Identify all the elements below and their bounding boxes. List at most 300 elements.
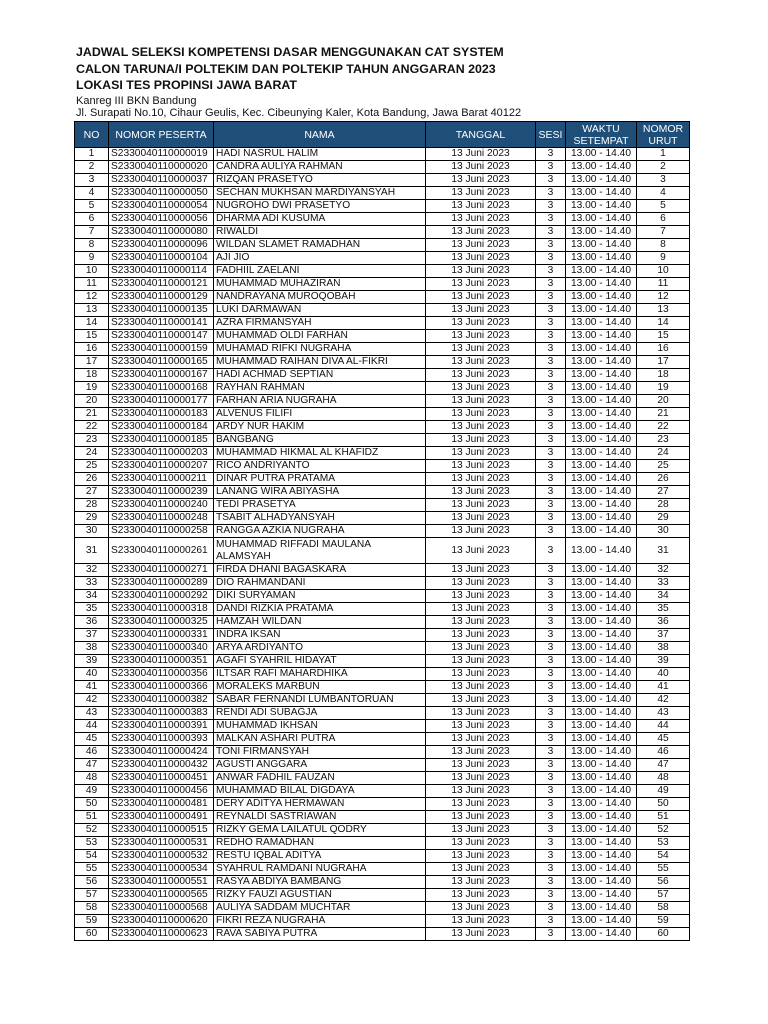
cell-no: 10 [75,265,109,278]
cell-nama: MUHAMMAD HIKMAL AL KHAFIDZ [214,447,426,460]
cell-nama: RIZKY FAUZI AGUSTIAN [214,889,426,902]
cell-waktu: 13.00 - 14.40 [566,473,637,486]
table-row [75,382,690,395]
table-row [75,616,690,629]
cell-tanggal: 13 Juni 2023 [426,863,536,876]
cell-tanggal: 13 Juni 2023 [426,239,536,252]
cell-no: 40 [75,668,109,681]
cell-sesi: 3 [536,681,566,694]
cell-nama: REDHO RAMADHAN [214,837,426,850]
cell-nomor-peserta: S2330040110000177 [109,395,214,408]
cell-tanggal: 13 Juni 2023 [426,746,536,759]
cell-nomor-urut: 58 [637,902,690,915]
table-row [75,759,690,772]
cell-no: 57 [75,889,109,902]
table-header [75,122,690,148]
cell-sesi: 3 [536,590,566,603]
cell-tanggal: 13 Juni 2023 [426,343,536,356]
table-header-row [75,122,690,148]
table-row [75,577,690,590]
cell-sesi: 3 [536,902,566,915]
cell-no: 45 [75,733,109,746]
cell-waktu: 13.00 - 14.40 [566,889,637,902]
cell-nama: MUHAMAD RIFKI NUGRAHA [214,343,426,356]
cell-nomor-urut: 50 [637,798,690,811]
cell-waktu: 13.00 - 14.40 [566,876,637,889]
office-address: Jl. Surapati No.10, Cihaur Geulis, Kec. Cibeunying Kaler, Kota Bandung, Jawa Barat 40122 [76,107,522,119]
cell-nama: RENDI ADI SUBAGJA [214,707,426,720]
cell-nama: RIZKY GEMA LAILATUL QODRY [214,824,426,837]
cell-no: 38 [75,642,109,655]
cell-no: 8 [75,239,109,252]
cell-nomor-peserta: S2330040110000532 [109,850,214,863]
cell-nomor-urut: 5 [637,200,690,213]
cell-nomor-urut: 1 [637,148,690,161]
table-row [75,863,690,876]
cell-nomor-urut: 40 [637,668,690,681]
table-row [75,837,690,850]
cell-nama: FADHIIL ZAELANI [214,265,426,278]
cell-nama: DHARMA ADI KUSUMA [214,213,426,226]
cell-sesi: 3 [536,785,566,798]
cell-nomor-urut: 14 [637,317,690,330]
cell-nama: ILTSAR RAFI MAHARDHIKA [214,668,426,681]
cell-nomor-peserta: S2330040110000207 [109,460,214,473]
cell-sesi: 3 [536,616,566,629]
table-row [75,889,690,902]
cell-no: 26 [75,473,109,486]
document-header [76,44,696,120]
cell-sesi: 3 [536,720,566,733]
cell-tanggal: 13 Juni 2023 [426,785,536,798]
cell-nomor-urut: 9 [637,252,690,265]
cell-nama: SABAR FERNANDI LUMBANTORUAN [214,694,426,707]
cell-waktu: 13.00 - 14.40 [566,655,637,668]
cell-no: 28 [75,499,109,512]
cell-waktu: 13.00 - 14.40 [566,668,637,681]
cell-nomor-urut: 7 [637,226,690,239]
cell-nama: MUHAMMAD MUHAZIRAN [214,278,426,291]
cell-tanggal: 13 Juni 2023 [426,876,536,889]
cell-tanggal: 13 Juni 2023 [426,291,536,304]
cell-nama: MUHAMMAD RIFFADI MAULANA ALAMSYAH [214,538,426,564]
cell-tanggal: 13 Juni 2023 [426,798,536,811]
cell-nama: WILDAN SLAMET RAMADHAN [214,239,426,252]
cell-nama: MORALEKS MARBUN [214,681,426,694]
cell-tanggal: 13 Juni 2023 [426,278,536,291]
cell-tanggal: 13 Juni 2023 [426,733,536,746]
cell-sesi: 3 [536,187,566,200]
cell-waktu: 13.00 - 14.40 [566,252,637,265]
table-row [75,408,690,421]
cell-no: 46 [75,746,109,759]
cell-waktu: 13.00 - 14.40 [566,187,637,200]
cell-waktu: 13.00 - 14.40 [566,720,637,733]
cell-nama: AGAFI SYAHRIL HIDAYAT [214,655,426,668]
office-name: Kanreg III BKN Bandung [76,94,197,107]
cell-no: 44 [75,720,109,733]
table-row [75,915,690,928]
cell-nomor-urut: 29 [637,512,690,525]
cell-waktu: 13.00 - 14.40 [566,213,637,226]
table-row [75,473,690,486]
cell-sesi: 3 [536,811,566,824]
cell-no: 55 [75,863,109,876]
cell-sesi: 3 [536,161,566,174]
table-row [75,330,690,343]
cell-sesi: 3 [536,460,566,473]
cell-nomor-urut: 39 [637,655,690,668]
cell-nama: TEDI PRASETYA [214,499,426,512]
cell-nomor-peserta: S2330040110000080 [109,226,214,239]
cell-nomor-urut: 16 [637,343,690,356]
cell-nomor-urut: 23 [637,434,690,447]
cell-no: 50 [75,798,109,811]
cell-nomor-peserta: S2330040110000366 [109,681,214,694]
table-row [75,538,690,564]
cell-nomor-peserta: S2330040110000167 [109,369,214,382]
cell-nama: TSABIT ALHADYANSYAH [214,512,426,525]
cell-sesi: 3 [536,694,566,707]
cell-nomor-peserta: S2330040110000325 [109,616,214,629]
cell-nomor-peserta: S2330040110000159 [109,343,214,356]
cell-nomor-urut: 52 [637,824,690,837]
cell-nomor-peserta: S2330040110000020 [109,161,214,174]
cell-nomor-urut: 49 [637,785,690,798]
table-row [75,265,690,278]
cell-nomor-peserta: S2330040110000037 [109,174,214,187]
table-row [75,421,690,434]
cell-nomor-peserta: S2330040110000114 [109,265,214,278]
cell-nomor-peserta: S2330040110000382 [109,694,214,707]
cell-sesi: 3 [536,629,566,642]
cell-nomor-peserta: S2330040110000383 [109,707,214,720]
column-header-nomor-peserta: NOMOR PESERTA [109,122,214,148]
cell-tanggal: 13 Juni 2023 [426,408,536,421]
cell-nama: DERY ADITYA HERMAWAN [214,798,426,811]
cell-no: 56 [75,876,109,889]
cell-no: 9 [75,252,109,265]
cell-nama: ANWAR FADHIL FAUZAN [214,772,426,785]
cell-no: 21 [75,408,109,421]
cell-nama: RASYA ABDIYA BAMBANG [214,876,426,889]
cell-tanggal: 13 Juni 2023 [426,603,536,616]
document-title-line-2: CALON TARUNA/I POLTEKIM DAN POLTEKIP TAHUN ANGGARAN 2023 [76,61,496,76]
cell-sesi: 3 [536,369,566,382]
cell-nama: RIWALDI [214,226,426,239]
cell-sesi: 3 [536,304,566,317]
cell-waktu: 13.00 - 14.40 [566,382,637,395]
cell-nomor-urut: 59 [637,915,690,928]
cell-waktu: 13.00 - 14.40 [566,161,637,174]
cell-nomor-peserta: S2330040110000331 [109,629,214,642]
cell-no: 42 [75,694,109,707]
cell-sesi: 3 [536,642,566,655]
cell-nama: ARDY NUR HAKIM [214,421,426,434]
table-row [75,213,690,226]
cell-nomor-urut: 44 [637,720,690,733]
cell-waktu: 13.00 - 14.40 [566,239,637,252]
cell-sesi: 3 [536,668,566,681]
cell-no: 13 [75,304,109,317]
cell-sesi: 3 [536,603,566,616]
cell-nama: MUHAMMAD BILAL DIGDAYA [214,785,426,798]
cell-no: 49 [75,785,109,798]
cell-no: 16 [75,343,109,356]
cell-tanggal: 13 Juni 2023 [426,330,536,343]
table-row [75,876,690,889]
cell-waktu: 13.00 - 14.40 [566,460,637,473]
cell-tanggal: 13 Juni 2023 [426,434,536,447]
cell-nomor-urut: 55 [637,863,690,876]
cell-nomor-peserta: S2330040110000096 [109,239,214,252]
cell-nomor-peserta: S2330040110000135 [109,304,214,317]
cell-nomor-urut: 27 [637,486,690,499]
cell-sesi: 3 [536,512,566,525]
cell-nomor-peserta: S2330040110000147 [109,330,214,343]
cell-nama: RANGGA AZKIA NUGRAHA [214,525,426,538]
cell-tanggal: 13 Juni 2023 [426,473,536,486]
cell-no: 12 [75,291,109,304]
cell-sesi: 3 [536,915,566,928]
cell-tanggal: 13 Juni 2023 [426,759,536,772]
cell-no: 48 [75,772,109,785]
table-row [75,486,690,499]
cell-waktu: 13.00 - 14.40 [566,421,637,434]
table-row [75,161,690,174]
cell-sesi: 3 [536,759,566,772]
cell-nama: RIZQAN PRASETYO [214,174,426,187]
cell-tanggal: 13 Juni 2023 [426,265,536,278]
cell-nomor-urut: 10 [637,265,690,278]
cell-sesi: 3 [536,707,566,720]
cell-nomor-peserta: S2330040110000050 [109,187,214,200]
table-row [75,343,690,356]
cell-sesi: 3 [536,850,566,863]
cell-nomor-urut: 24 [637,447,690,460]
cell-sesi: 3 [536,395,566,408]
cell-nomor-peserta: S2330040110000424 [109,746,214,759]
cell-nomor-peserta: S2330040110000248 [109,512,214,525]
table-row [75,447,690,460]
cell-nomor-peserta: S2330040110000104 [109,252,214,265]
cell-waktu: 13.00 - 14.40 [566,291,637,304]
cell-nomor-urut: 32 [637,564,690,577]
cell-nomor-urut: 2 [637,161,690,174]
cell-waktu: 13.00 - 14.40 [566,850,637,863]
cell-nomor-urut: 19 [637,382,690,395]
cell-nomor-urut: 42 [637,694,690,707]
cell-waktu: 13.00 - 14.40 [566,772,637,785]
cell-nama: LUKI DARMAWAN [214,304,426,317]
cell-sesi: 3 [536,538,566,564]
cell-no: 19 [75,382,109,395]
cell-no: 41 [75,681,109,694]
cell-tanggal: 13 Juni 2023 [426,629,536,642]
column-header-tanggal: TANGGAL [426,122,536,148]
cell-nama: DINAR PUTRA PRATAMA [214,473,426,486]
cell-waktu: 13.00 - 14.40 [566,499,637,512]
cell-nomor-urut: 34 [637,590,690,603]
cell-nomor-peserta: S2330040110000481 [109,798,214,811]
cell-nomor-peserta: S2330040110000491 [109,811,214,824]
table-row [75,590,690,603]
cell-nomor-peserta: S2330040110000432 [109,759,214,772]
cell-nomor-urut: 47 [637,759,690,772]
cell-waktu: 13.00 - 14.40 [566,694,637,707]
cell-no: 34 [75,590,109,603]
table-row [75,317,690,330]
cell-nomor-urut: 17 [637,356,690,369]
cell-nomor-urut: 60 [637,928,690,941]
cell-tanggal: 13 Juni 2023 [426,538,536,564]
cell-nomor-peserta: S2330040110000129 [109,291,214,304]
cell-nomor-urut: 3 [637,174,690,187]
cell-tanggal: 13 Juni 2023 [426,850,536,863]
cell-nama: AZRA FIRMANSYAH [214,317,426,330]
cell-waktu: 13.00 - 14.40 [566,811,637,824]
cell-tanggal: 13 Juni 2023 [426,590,536,603]
cell-no: 37 [75,629,109,642]
table-row [75,629,690,642]
cell-nomor-urut: 41 [637,681,690,694]
table-row [75,187,690,200]
cell-tanggal: 13 Juni 2023 [426,486,536,499]
cell-nomor-peserta: S2330040110000141 [109,317,214,330]
cell-nomor-peserta: S2330040110000340 [109,642,214,655]
cell-waktu: 13.00 - 14.40 [566,278,637,291]
cell-tanggal: 13 Juni 2023 [426,447,536,460]
cell-sesi: 3 [536,486,566,499]
table-row [75,200,690,213]
cell-tanggal: 13 Juni 2023 [426,525,536,538]
cell-nama: BANGBANG [214,434,426,447]
cell-waktu: 13.00 - 14.40 [566,785,637,798]
cell-nama: MALKAN ASHARI PUTRA [214,733,426,746]
cell-nomor-peserta: S2330040110000551 [109,876,214,889]
cell-nama: DANDI RIZKIA PRATAMA [214,603,426,616]
cell-nomor-peserta: S2330040110000623 [109,928,214,941]
cell-sesi: 3 [536,876,566,889]
cell-no: 30 [75,525,109,538]
cell-nama: MUHAMMAD OLDI FARHAN [214,330,426,343]
cell-sesi: 3 [536,239,566,252]
cell-waktu: 13.00 - 14.40 [566,330,637,343]
cell-tanggal: 13 Juni 2023 [426,668,536,681]
cell-tanggal: 13 Juni 2023 [426,772,536,785]
cell-sesi: 3 [536,525,566,538]
cell-tanggal: 13 Juni 2023 [426,304,536,317]
column-header-no: NO [75,122,109,148]
cell-tanggal: 13 Juni 2023 [426,694,536,707]
table-row [75,564,690,577]
cell-nomor-urut: 18 [637,369,690,382]
cell-tanggal: 13 Juni 2023 [426,460,536,473]
cell-tanggal: 13 Juni 2023 [426,395,536,408]
cell-nomor-peserta: S2330040110000568 [109,902,214,915]
cell-sesi: 3 [536,278,566,291]
cell-tanggal: 13 Juni 2023 [426,369,536,382]
table-row [75,668,690,681]
cell-nomor-peserta: S2330040110000184 [109,421,214,434]
cell-waktu: 13.00 - 14.40 [566,200,637,213]
cell-no: 24 [75,447,109,460]
cell-waktu: 13.00 - 14.40 [566,538,637,564]
cell-tanggal: 13 Juni 2023 [426,200,536,213]
cell-waktu: 13.00 - 14.40 [566,824,637,837]
cell-nama: NANDRAYANA MUROQOBAH [214,291,426,304]
cell-waktu: 13.00 - 14.40 [566,577,637,590]
column-header-sesi: SESI [536,122,566,148]
cell-nama: AGUSTI ANGGARA [214,759,426,772]
cell-nomor-urut: 26 [637,473,690,486]
table-row [75,811,690,824]
cell-waktu: 13.00 - 14.40 [566,317,637,330]
cell-nomor-urut: 48 [637,772,690,785]
cell-nomor-peserta: S2330040110000289 [109,577,214,590]
cell-no: 6 [75,213,109,226]
cell-nama: RESTU IQBAL ADITYA [214,850,426,863]
cell-waktu: 13.00 - 14.40 [566,564,637,577]
cell-nomor-urut: 20 [637,395,690,408]
cell-sesi: 3 [536,148,566,161]
cell-no: 60 [75,928,109,941]
cell-no: 4 [75,187,109,200]
cell-nomor-urut: 35 [637,603,690,616]
cell-no: 43 [75,707,109,720]
cell-nomor-peserta: S2330040110000203 [109,447,214,460]
cell-waktu: 13.00 - 14.40 [566,629,637,642]
cell-nomor-peserta: S2330040110000121 [109,278,214,291]
cell-tanggal: 13 Juni 2023 [426,187,536,200]
table-row [75,239,690,252]
cell-nomor-urut: 56 [637,876,690,889]
document-title-line-1: JADWAL SELEKSI KOMPETENSI DASAR MENGGUNAKAN CAT SYSTEM [76,45,504,59]
schedule-table [74,121,690,941]
cell-nama: AULIYA SADDAM MUCHTAR [214,902,426,915]
cell-sesi: 3 [536,252,566,265]
cell-nomor-peserta: S2330040110000054 [109,200,214,213]
cell-no: 17 [75,356,109,369]
cell-nama: RICO ANDRIYANTO [214,460,426,473]
cell-waktu: 13.00 - 14.40 [566,928,637,941]
cell-no: 53 [75,837,109,850]
cell-sesi: 3 [536,733,566,746]
cell-waktu: 13.00 - 14.40 [566,512,637,525]
cell-sesi: 3 [536,655,566,668]
table-row [75,603,690,616]
cell-nomor-peserta: S2330040110000183 [109,408,214,421]
cell-waktu: 13.00 - 14.40 [566,486,637,499]
cell-nama: ALVENUS FILIFI [214,408,426,421]
cell-no: 25 [75,460,109,473]
cell-no: 33 [75,577,109,590]
cell-waktu: 13.00 - 14.40 [566,148,637,161]
cell-tanggal: 13 Juni 2023 [426,499,536,512]
table-row [75,148,690,161]
cell-waktu: 13.00 - 14.40 [566,642,637,655]
table-row [75,291,690,304]
cell-nomor-peserta: S2330040110000019 [109,148,214,161]
table-row [75,824,690,837]
cell-no: 47 [75,759,109,772]
cell-waktu: 13.00 - 14.40 [566,798,637,811]
cell-nomor-peserta: S2330040110000356 [109,668,214,681]
cell-tanggal: 13 Juni 2023 [426,317,536,330]
cell-no: 54 [75,850,109,863]
column-header-nama: NAMA [214,122,426,148]
table-row [75,720,690,733]
